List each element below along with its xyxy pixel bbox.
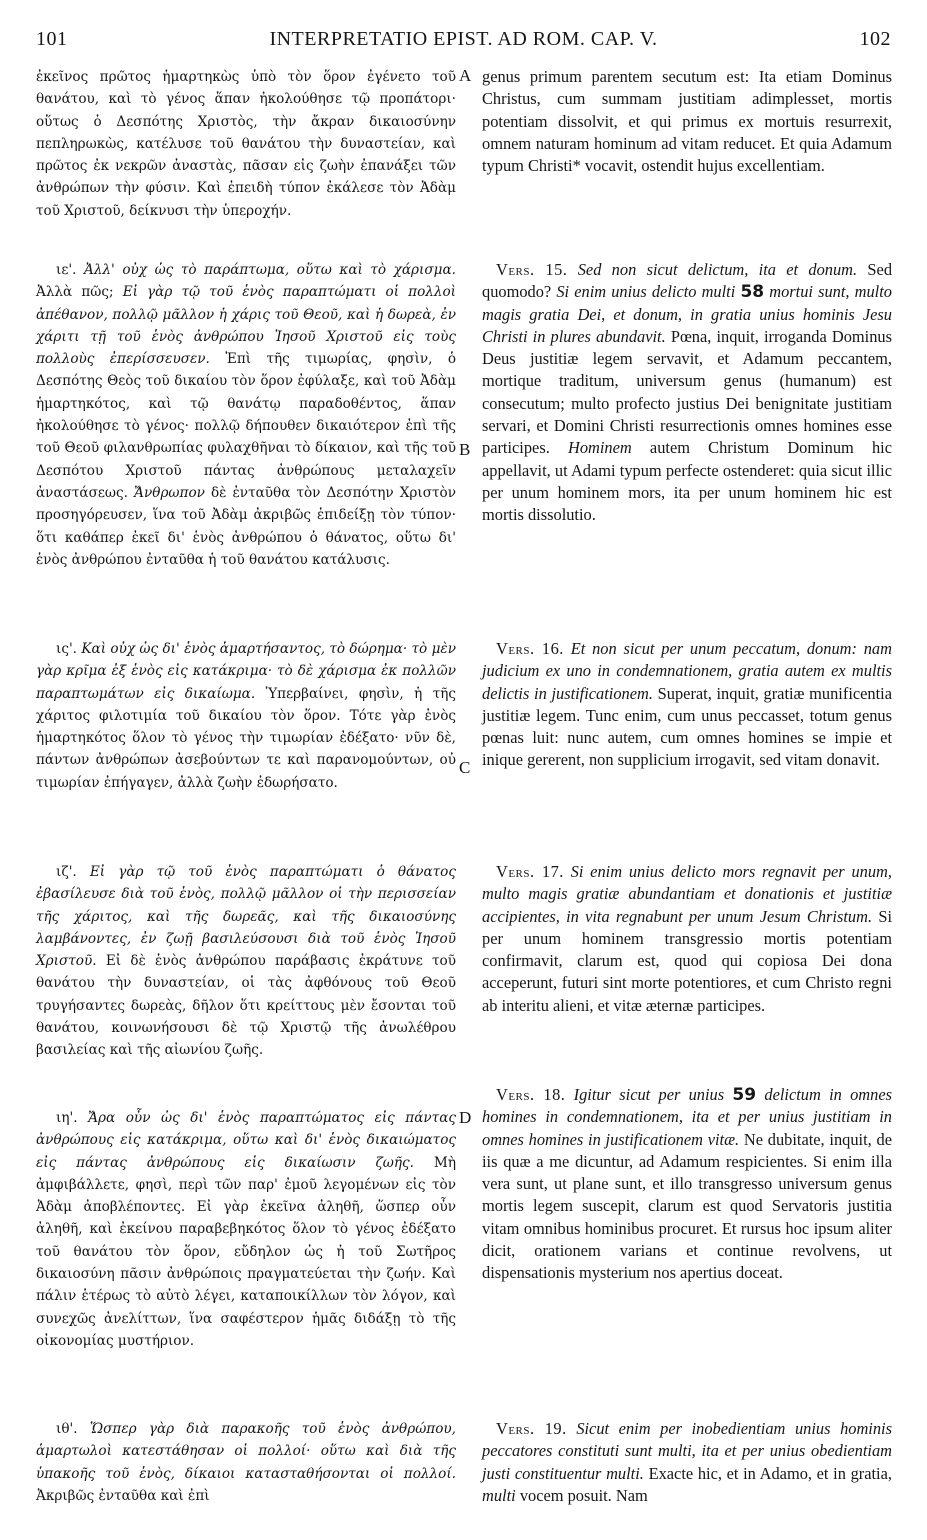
greek-verse-number-19: ιθ'. xyxy=(56,1421,78,1437)
latin-verse-17-lemma: Si enim unius delicto mors regnavit per unum, multo magis gratiæ abundantiam et donationis et justitiæ accipientes, in vita regnabunt per unum Jesum Christum. xyxy=(482,862,892,926)
column-marker-59: 59 xyxy=(732,1085,757,1105)
latin-verse-19-lemma: Sicut enim per inobedientiam unius hominis peccatores constituti sunt multi, ita et per unius obedientiam justi constituentur multi. xyxy=(482,1419,892,1483)
greek-verse-15-lemma: Ἀλλ' οὐχ ὡς τὸ παράπτωμα, οὕτω καὶ τὸ χάρισμα. xyxy=(84,262,456,278)
margin-letter-b: B xyxy=(459,440,471,459)
greek-verse-15-commentary-cont: δὲ ἐνταῦθα τὸν Δεσπότην Χριστὸν προσηγόρευσεν, ἵνα τοῦ Ἀδὰμ ἀκριβῶς ἐπιδείξῃ τὸν τύπον· ὅτι καθάπερ ἐκεῖ δι' ἑνὸς ἀνθρώπου ὁ θάνατος, οὕτω δι' ἑνὸς ἀνθρώπου ἐνταῦθα ἡ τοῦ θανάτου κατάλυσις. xyxy=(36,484,456,568)
greek-verse-19-lemma: Ὥσπερ γὰρ διὰ παρακοῆς τοῦ ἑνὸς ἀνθρώπου, ἁμαρτωλοὶ κατεστάθησαν οἱ πολλοί· οὕτω καὶ διὰ τῆς ὑπακοῆς τοῦ ἑνὸς, δίκαιοι κατασταθήσονται οἱ πολλοί. xyxy=(36,1421,456,1482)
greek-verse-number-17: ιζ'. xyxy=(56,864,77,880)
latin-paragraph-17 xyxy=(482,861,892,1017)
latin-verse-15-commentary: Pœna, inquit, irroganda Dominus Deus justitiæ legem servavit, et Adamum peccantem, mortique traditum, universum genus (humanum) est consecutum; multo profecto justius Dei benignitate justitiam servari, et Domini Christi resurrectionis omnes homines esse participes. xyxy=(482,326,892,458)
greek-paragraph-18 xyxy=(36,1107,456,1352)
latin-verse-15-quote: Si enim unius delicto multi xyxy=(556,282,736,302)
greek-intro-text: ἐκεῖνος πρῶτος ἡμαρτηκὼς ὑπὸ τὸν ὅρον ἐγένετο τοῦ θανάτου, καὶ τὸ γένος ἅπαν ἠκολούθησε τῷ προπάτορι· οὕτως ὁ Δεσπότης Χριστὸς, τὴν ἄκραν δικαιοσύνην πεπληρωκὼς, κατέλυσε τοῦ θανάτου τὴν δυναστείαν, καὶ πρῶτος ἐκ νεκρῶν ἀναστὰς, πᾶσαν εἰς ζωὴν ἐπανάξει τῶν ἀνθρώπων τὴν φύσιν. Καὶ ἐπειδὴ τύπον ἐκάλεσε τὸν Ἀδὰμ τοῦ Χριστοῦ, δείκνυσι τὴν ὑπεροχήν. xyxy=(36,69,456,219)
greek-verse-15-quote: Εἰ γὰρ τῷ τοῦ ἑνὸς παραπτώματι οἱ πολλοὶ ἀπέθανον, πολλῷ μᾶλλον ἡ χάρις τοῦ Θεοῦ, καὶ ἡ δωρεὰ, ἐν χάριτι τῇ τοῦ ἑνὸς ἀνθρώπου Ἰησοῦ Χριστοῦ εἰς τοὺς πολλοὺς ἐπερίσσευσεν. xyxy=(36,284,457,368)
latin-paragraph-19 xyxy=(482,1418,892,1507)
column-marker-58: 58 xyxy=(740,282,765,303)
latin-intro-text: genus primum parentem secutum est: Ita etiam Dominus Christus, cum summam justitiam adimplesset, mortis potentiam dissolvit, et qui primus ex mortuis resurrexit, omnem naturam hominum ad vitam reducet. Et quia Adamum typum Christi* vocavit, ostendit hujus excellentiam. xyxy=(482,67,892,176)
greek-verse-15-keyword: Ἄνθρωπον xyxy=(134,484,205,501)
margin-letter-c: C xyxy=(459,758,471,777)
latin-verse-15-quote-cont: mortui sunt, multo magis gratia Dei, et donum, in gratia unius hominis Jesu Christi in plures abundavit. xyxy=(482,282,892,346)
running-title: INTERPRETATIO EPIST. AD ROM. CAP. V. xyxy=(269,28,658,50)
latin-verse-label-16: Vers. 16. xyxy=(496,639,564,658)
latin-verse-label-17: Vers. 17. xyxy=(496,862,564,881)
latin-verse-19-commentary: Exacte hic, et in Adamo, et in gratia, xyxy=(648,1463,892,1483)
greek-verse-number-18: ιη'. xyxy=(56,1110,78,1126)
page-number-right: 102 xyxy=(859,28,891,50)
latin-paragraph-intro xyxy=(482,66,892,177)
latin-verse-label-18: Vers. 18. xyxy=(496,1085,566,1104)
greek-verse-number-15: ιε'. xyxy=(56,262,77,278)
latin-verse-18-commentary: Ne dubitate, inquit, de iis quæ a me dicuntur, ad Adamum respicientes. Si enim illa vera sunt, ut plane sunt, et illo transgresso universum genus mortis legem suscepit, clarum est quod Servatoris justitia vitam omnibus hominibus procuret. Et rursus hoc ipsum aliter dicit, orationem varians et continue revolvens, ut dispensationis mysterium nos apertius doceat. xyxy=(482,1129,892,1283)
greek-verse-15-question: Ἀλλὰ πῶς; xyxy=(36,284,114,301)
latin-verse-15-question: Sed quomodo? xyxy=(482,260,893,302)
latin-paragraph-16 xyxy=(482,638,892,772)
greek-verse-18-lemma: Ἄρα οὖν ὡς δι' ἑνὸς παραπτώματος εἰς πάντας ἀνθρώπους εἰς κατάκριμα, οὕτω καὶ δι' ἑνὸς δικαιώματος εἰς πάντας ἀνθρώπους εἰς δικαίωσιν ζωῆς. xyxy=(36,1110,456,1171)
greek-verse-15-commentary: Ἐπὶ τῆς τιμωρίας, φησὶν, ὁ Δεσπότης Θεὸς τοῦ δικαίου τὸν ὅρον ἐφύλαξε, καὶ τοῦ Ἀδὰμ ἡμαρτηκότος, καὶ τῷ θανάτῳ παραδοθέντος, ἅπαν ἠκολούθησε τὸ γένος· πολλῷ δήπουθεν δικαιότερον ἐπὶ τῆς τοῦ Θεοῦ φιλανθρωπίας φυλαχθῆναι τὸ δίκαιον, καὶ τῆς τοῦ Δεσπότου Χριστοῦ πάντας ἀνθρώπους μεταλαχεῖν ἀναστάσεως. xyxy=(36,351,457,501)
latin-paragraph-18 xyxy=(482,1084,892,1285)
latin-verse-19-keyword: multi xyxy=(482,1485,516,1505)
latin-verse-19-commentary-cont: vocem posuit. Nam xyxy=(519,1485,648,1505)
greek-paragraph-16 xyxy=(36,638,456,794)
latin-verse-label-15: Vers. 15. xyxy=(496,260,568,279)
margin-letter-a: A xyxy=(459,66,472,85)
greek-verse-19-commentary: Ἀκριβῶς ἐνταῦθα καὶ ἐπὶ xyxy=(36,1487,210,1504)
greek-verse-17-lemma: Εἰ γὰρ τῷ τοῦ ἑνὸς παραπτώματι ὁ θάνατος ἐβασίλευσε διὰ τοῦ ἑνὸς, πολλῷ μᾶλλον οἱ τὴν περισσείαν τῆς χάριτος, καὶ τῆς δωρεᾶς, καὶ τῆς δικαιοσύνης λαμβάνοντες, ἐν ζωῇ βασιλεύσουσι διὰ τοῦ ἑνὸς Ἰησοῦ Χριστοῦ. xyxy=(36,864,456,970)
page-number-left: 101 xyxy=(36,28,68,50)
greek-verse-16-commentary: Ὑπερβαίνει, φησὶν, ἡ τῆς χάριτος φιλοτιμία τοῦ δικαίου τὸν ὅρον. Τότε γὰρ ἑνὸς ἡμαρτηκότος ὅλον τὸ γένος τὴν τιμωρίαν ἐδέξατο· νῦν δὲ, πάντων ἀνθρώπων ἀσεβούντων τε καὶ παρανομούντων, οὐ τιμωρίαν ἐπήγαγεν, ἀλλὰ ζωὴν ἐδωρήσατο. xyxy=(36,685,456,791)
running-header xyxy=(36,28,891,58)
latin-verse-18-lemma: Igitur sicut per unius xyxy=(573,1085,725,1104)
latin-paragraph-15 xyxy=(482,259,892,527)
greek-verse-17-commentary: Εἰ δὲ ἑνὸς ἀνθρώπου παράβασις ἐκράτυνε τοῦ θανάτου τὴν δυναστείαν, οἱ τὰς ἀφθόνους τοῦ Θεοῦ τρυγήσαντες δωρεὰς, δῆλον ὅτι κρείττους μὲν ἔσονται τοῦ θανάτου, κοινωνήσουσι δὲ τῷ Χριστῷ τῆς ἀνωλέθρου βασιλείας καὶ τῆς αἰωνίου ζωῆς. xyxy=(36,953,457,1059)
greek-verse-18-commentary: Μὴ ἀμφιβάλλετε, φησὶ, περὶ τῶν παρ' ἐμοῦ λεγομένων εἰς τὸν Ἀδὰμ ἀποβλέποντες. Εἰ γὰρ ἐκεῖνα ἀληθῆ, ὥσπερ οὖν ἀληθῆ, καὶ ἐκείνου παραβεβηκότος ὅλον τὸ γένος ἐδέξατο τοῦ θανάτου τὸν ὅρον, εὔδηλον ὡς ἡ τοῦ Σωτῆρος δικαιοσύνη πᾶσιν ἀνθρώποις πραγματεύεται τὴν ζωήν. Καὶ πάλιν ἑτέρως τὸ αὐτὸ λέγει, καταποικίλλων τὸν λόγον, καὶ συνεχῶς ἀνελίττων, ἵνα σαφέστερον ἡμᾶς διδάξῃ τὸ τῆς οἰκονομίας μυστήριον. xyxy=(36,1154,456,1349)
greek-paragraph-19 xyxy=(36,1418,456,1507)
greek-verse-number-16: ις'. xyxy=(56,641,78,657)
latin-verse-15-keyword: Hominem xyxy=(568,438,632,458)
margin-letter-d: D xyxy=(459,1108,472,1127)
latin-verse-15-lemma: Sed non sicut delictum, ita et donum. xyxy=(577,260,858,279)
greek-paragraph-intro xyxy=(36,66,456,222)
latin-verse-label-19: Vers. 19. xyxy=(496,1419,567,1438)
latin-verse-15-commentary-cont: autem Christum Dominum hic appellavit, ut Adami typum perfecte ostenderet: quia sicut illic per unum hominem mors, ita per unum hominem hic est mortis dissolutio. xyxy=(482,438,893,525)
latin-verse-18-lemma-cont: delictum in omnes homines in condemnationem, ita et per unius justitiam in omnes homines in justificationem vitæ. xyxy=(482,1085,892,1149)
latin-verse-16-commentary: Superat, inquit, gratiæ munificentia justitiæ legem. Tunc enim, cum unus peccasset, totum genus pœnas luit: nunc autem, cum omnes homines se impie et inique gererent, non supplicium irrogavit, sed vitam donavit. xyxy=(482,683,892,770)
greek-verse-16-lemma: Καὶ οὐχ ὡς δι' ἑνὸς ἁμαρτήσαντος, τὸ δώρημα· τὸ μὲν γὰρ κρῖμα ἐξ ἑνὸς εἰς κατάκριμα· τὸ δὲ χάρισμα ἐκ πολλῶν παραπτωμάτων εἰς δικαίωμα. xyxy=(36,641,456,702)
latin-verse-16-lemma: Et non sicut per unum peccatum, donum: nam judicium ex uno in condemnationem, gratia autem ex multis delictis in justificationem. xyxy=(482,639,892,703)
greek-paragraph-17 xyxy=(36,861,456,1062)
greek-paragraph-15 xyxy=(36,259,456,571)
latin-verse-17-commentary: Si per unum hominem transgressio mortis potentiam confirmavit, clarum est, quod qui copiosa Dei dona acceperunt, futuri sint morte potentiores, et cum Christo regni ab interitu alieni, et vitæ æternæ participes. xyxy=(482,906,892,1015)
